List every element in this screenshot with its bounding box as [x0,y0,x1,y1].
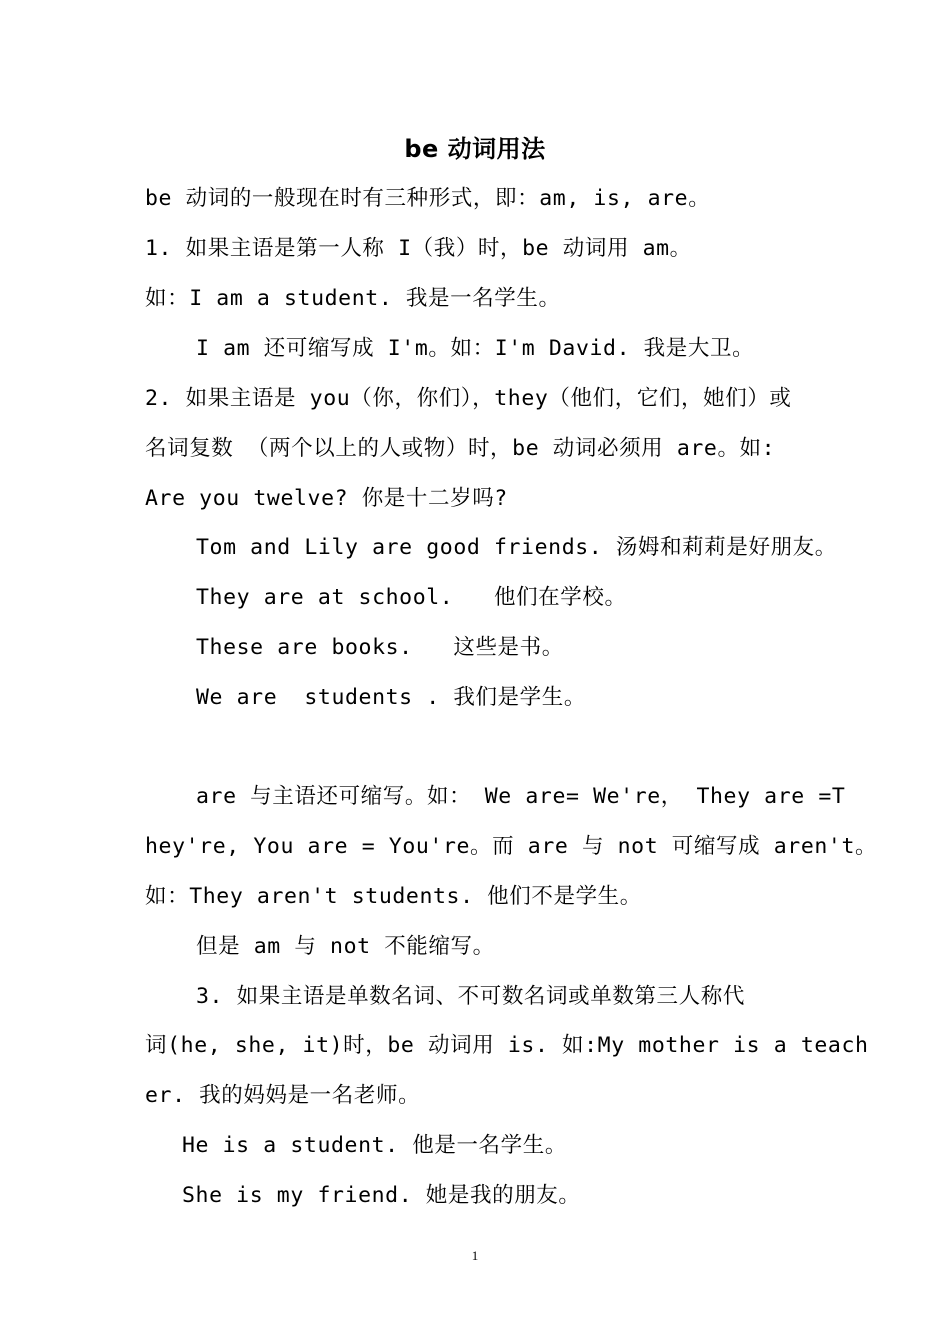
contraction-line: are 与主语还可缩写。如： We are= We're， They are =T [196,784,846,809]
example-line: Tom and Lily are good friends. 汤姆和莉莉是好朋友。 [196,535,837,560]
example-line: She is my friend. 她是我的朋友。 [182,1183,581,1208]
example-line: I am 还可缩写成 I'm。如：I'm David. 我是大卫。 [196,336,755,361]
example-line: We are students . 我们是学生。 [196,685,586,710]
rule-2-line: 名词复数 （两个以上的人或物）时，be 动词必须用 are。如: [145,436,776,461]
example-line: 如：They aren't students. 他们不是学生。 [145,884,642,909]
note-line: 但是 am 与 not 不能缩写。 [196,934,495,959]
page-title: be 动词用法 [404,135,546,163]
rule-1-line: 1. 如果主语是第一人称 I（我）时，be 动词用 am。 [145,236,692,261]
example-line: They are at school. 他们在学校。 [196,585,627,610]
example-line: These are books. 这些是书。 [196,635,564,660]
rule-2-line: 2. 如果主语是 you（你，你们），they（他们，它们，她们）或 [145,386,792,411]
rule-3-line: er. 我的妈妈是一名老师。 [145,1083,421,1108]
intro-line: be 动词的一般现在时有三种形式，即：am, is, are。 [145,186,711,211]
rule-3-line: 词(he, she, it)时，be 动词用 is. 如:My mother is a teach [145,1033,869,1058]
contraction-line: hey're, You are = You're。而 are 与 not 可缩写成 aren't。 [145,834,878,859]
example-line: 如：I am a student. 我是一名学生。 [145,286,561,311]
page-number: 1 [471,1248,479,1263]
rule-3-line: 3. 如果主语是单数名词、不可数名词或单数第三人称代 [196,984,745,1009]
example-line: He is a student. 他是一名学生。 [182,1133,567,1158]
example-line: Are you twelve? 你是十二岁吗? [145,486,508,511]
